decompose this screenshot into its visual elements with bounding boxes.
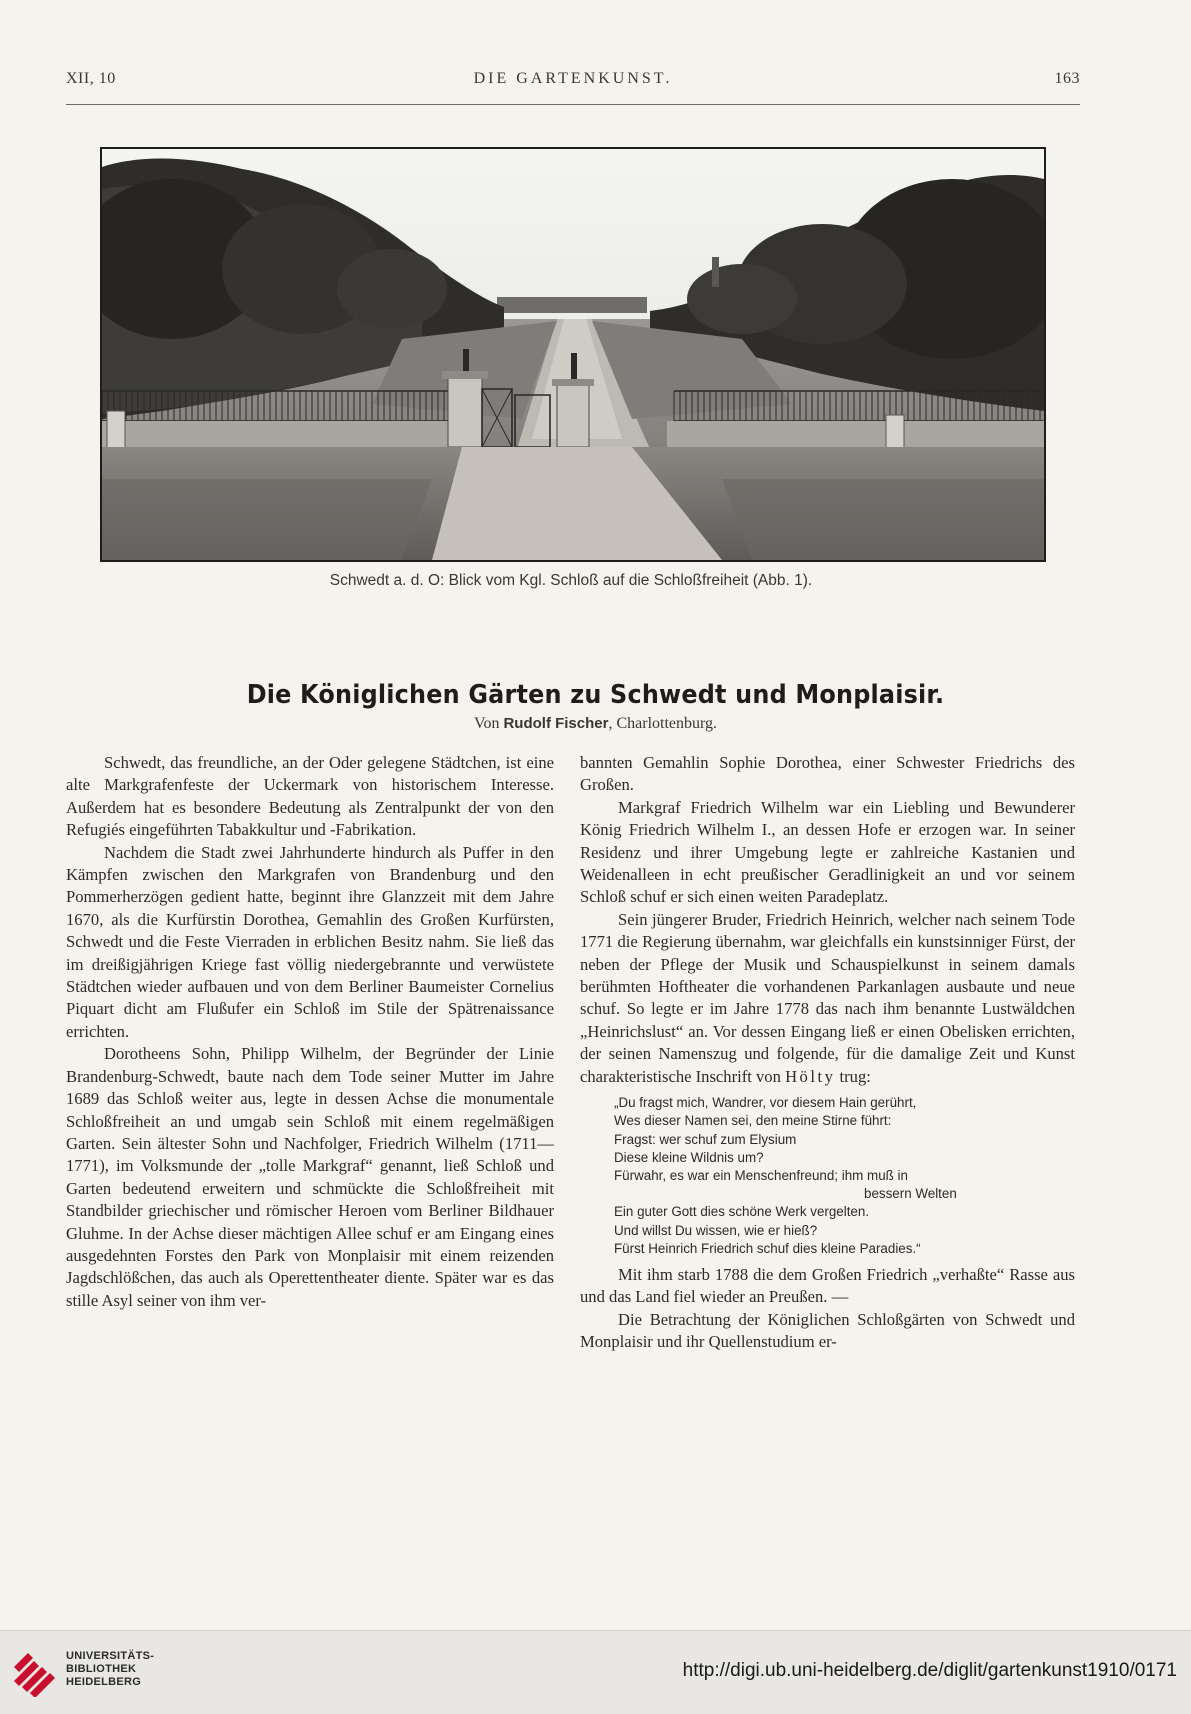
paragraph-text: trug: [839, 1066, 871, 1086]
paragraph [580, 909, 1075, 1088]
poem-line: Ein guter Gott dies schöne Werk vergelten. [614, 1204, 870, 1220]
paragraph: Mit ihm starb 1788 die dem Großen Friedrich „verhaßte“ Rasse aus und das Land fiel wieder an Preußen. — [580, 1264, 1075, 1307]
source-url-link[interactable]: http://digi.ub.uni-heidelberg.de/diglit/gartenkunst1910/0171 [682, 1660, 1177, 1681]
byline-suffix: , Charlottenburg. [608, 715, 718, 732]
poem-line: „Du fragst mich, Wandrer, vor diesem Hain gerührt, [614, 1095, 917, 1111]
paragraph: Die Betrachtung der Königlichen Schloßgärten von Schwedt und Monplaisir und ihr Quellenstudium er- [580, 1309, 1075, 1352]
library-name-line: HEIDELBERG [66, 1676, 142, 1688]
inscription-poem [614, 1094, 1075, 1258]
poem-line: bessern Welten [864, 1186, 957, 1202]
library-name-line: UNIVERSITÄTS- [66, 1650, 155, 1662]
university-library-logo-icon [12, 1647, 58, 1697]
volume-number: XII, 10 [66, 70, 116, 87]
article-byline [0, 715, 1191, 733]
paragraph: bannten Gemahlin Sophie Dorothea, einer Schwester Friedrichs des Großen. [580, 753, 1075, 795]
photo-illustration [102, 149, 1044, 560]
poem-line: Wes dieser Namen sei, den meine Stirne führt: [614, 1113, 892, 1129]
byline-prefix: Von [473, 715, 500, 732]
library-footer [0, 1630, 1191, 1714]
header-rule [66, 104, 1080, 105]
text-column-right [580, 752, 1075, 1354]
poem-line: Diese kleine Wildnis um? [614, 1149, 764, 1165]
poet-name: Hölty [785, 1066, 836, 1086]
paragraph: Markgraf Friedrich Wilhelm war ein Liebling und Bewunderer König Friedrich Wilhelm I., an dessen Hofe er erzogen war. In seiner Residenz und ihrer Umgebung legte er zahlreiche Kastanien und Weidenalleen in echt preußischer Geradlinigkeit an und vor seinem Schloß schuf er sich einen weiten Paradeplatz. [580, 797, 1075, 907]
poem-line: Fürst Heinrich Friedrich schuf dies kleine Paradies.“ [614, 1240, 921, 1256]
paragraph-text: Sein jüngerer Bruder, Friedrich Heinrich, welcher nach seinem Tode 1771 die Regierung übernahm, war gleichfalls ein kunstsinniger Fürst, der neben der Pflege der Musik und Schauspielkunst in seinem damals berühmten Hoftheater die vorhandenen Parkanlagen ausbaute und neue schuf. So legte er im Jahre 1778 das nach ihm benannte Lustwäldchen „Heinrichslust“ an. Vor dessen Eingang ließ er einen Obelisken errichten, der seinen Namenszug und folgende, für die damalige Zeit und Kunst charakteristische Inschrift von [580, 909, 1075, 1086]
library-name [66, 1650, 154, 1689]
text-column-left [66, 752, 554, 1312]
paragraph: Dorotheens Sohn, Philipp Wilhelm, der Begründer der Linie Brandenburg-Schwedt, baute nach dem Tode seiner Mutter im Jahre 1689 das Schloß weiter aus, legte in dessen Achse die monumentale Schloßfreiheit an und umgab sein Schloß mit einem regelmäßigen Garten. Sein ältester Sohn und Nachfolger, Friedrich Wilhelm (1711—1771), im Volksmunde der „tolle Markgraf“ genannt, ließ Schloß und Garten bedeutend erweitern und schmückte die Schloßfreiheit mit Standbilder griechischer und römischer Heroen vom Berliner Bildhauer Gluhme. In der Achse dieser mächtigen Allee schuf er am Eingang eines ausgedehnten Forstes den Park von Monplaisir mit einem reizenden Jagdschlößchen, das auch als Operettentheater diente. Später war es das stille Asyl seiner von ihm ver- [66, 1044, 554, 1310]
photo-schwedt-allee [100, 147, 1046, 562]
journal-title: DIE GARTENKUNST. [473, 70, 673, 87]
poem-line: Und willst Du wissen, wie er hieß? [614, 1222, 818, 1238]
poem-line: Fürwahr, es war ein Menschenfreund; ihm muß in [614, 1167, 908, 1183]
paragraph: Schwedt, das freundliche, an der Oder gelegene Städtchen, ist eine alte Markgrafenfeste der Uckermark von historischem Interesse. Außerdem hat es besondere Bedeutung als Zentralpunkt der von den Refugiés eingeführten Tabakkultur und -Fabrikation. [66, 753, 554, 840]
library-name-line: BIBLIOTHEK [66, 1663, 137, 1675]
paragraph: Nachdem die Stadt zwei Jahrhunderte hindurch als Puffer in den Kämpfen zwischen den Markgrafen von Brandenburg und den Pommerherzögen gedient hatte, beginnt ihre Glanzzeit mit dem Jahre 1670, als die Kurfürstin Dorothea, Gemahlin des Großen Kurfürsten, Schwedt und die Feste Vierraden in erblichen Besitz nahm. Sie ließ das im dreißigjährigen Kriege fast völlig niedergebrannte und verwüstete Städtchen wieder aufbauen und von dem Berliner Baumeister Cornelius Piquart dicht am Flußufer ein Schloß im Stile der Spätrenaissance errichten. [66, 842, 554, 1041]
poem-line: Fragst: wer schuf zum Elysium [614, 1131, 797, 1147]
author-name: Rudolf Fischer [503, 715, 609, 732]
article-title: Die Königlichen Gärten zu Schwedt und Monplaisir. [246, 680, 945, 710]
running-head [66, 70, 1080, 92]
page-number: 163 [1054, 70, 1080, 87]
figure-caption: Schwedt a. d. O: Blick vom Kgl. Schloß auf die Schloßfreiheit (Abb. 1). [329, 572, 813, 589]
